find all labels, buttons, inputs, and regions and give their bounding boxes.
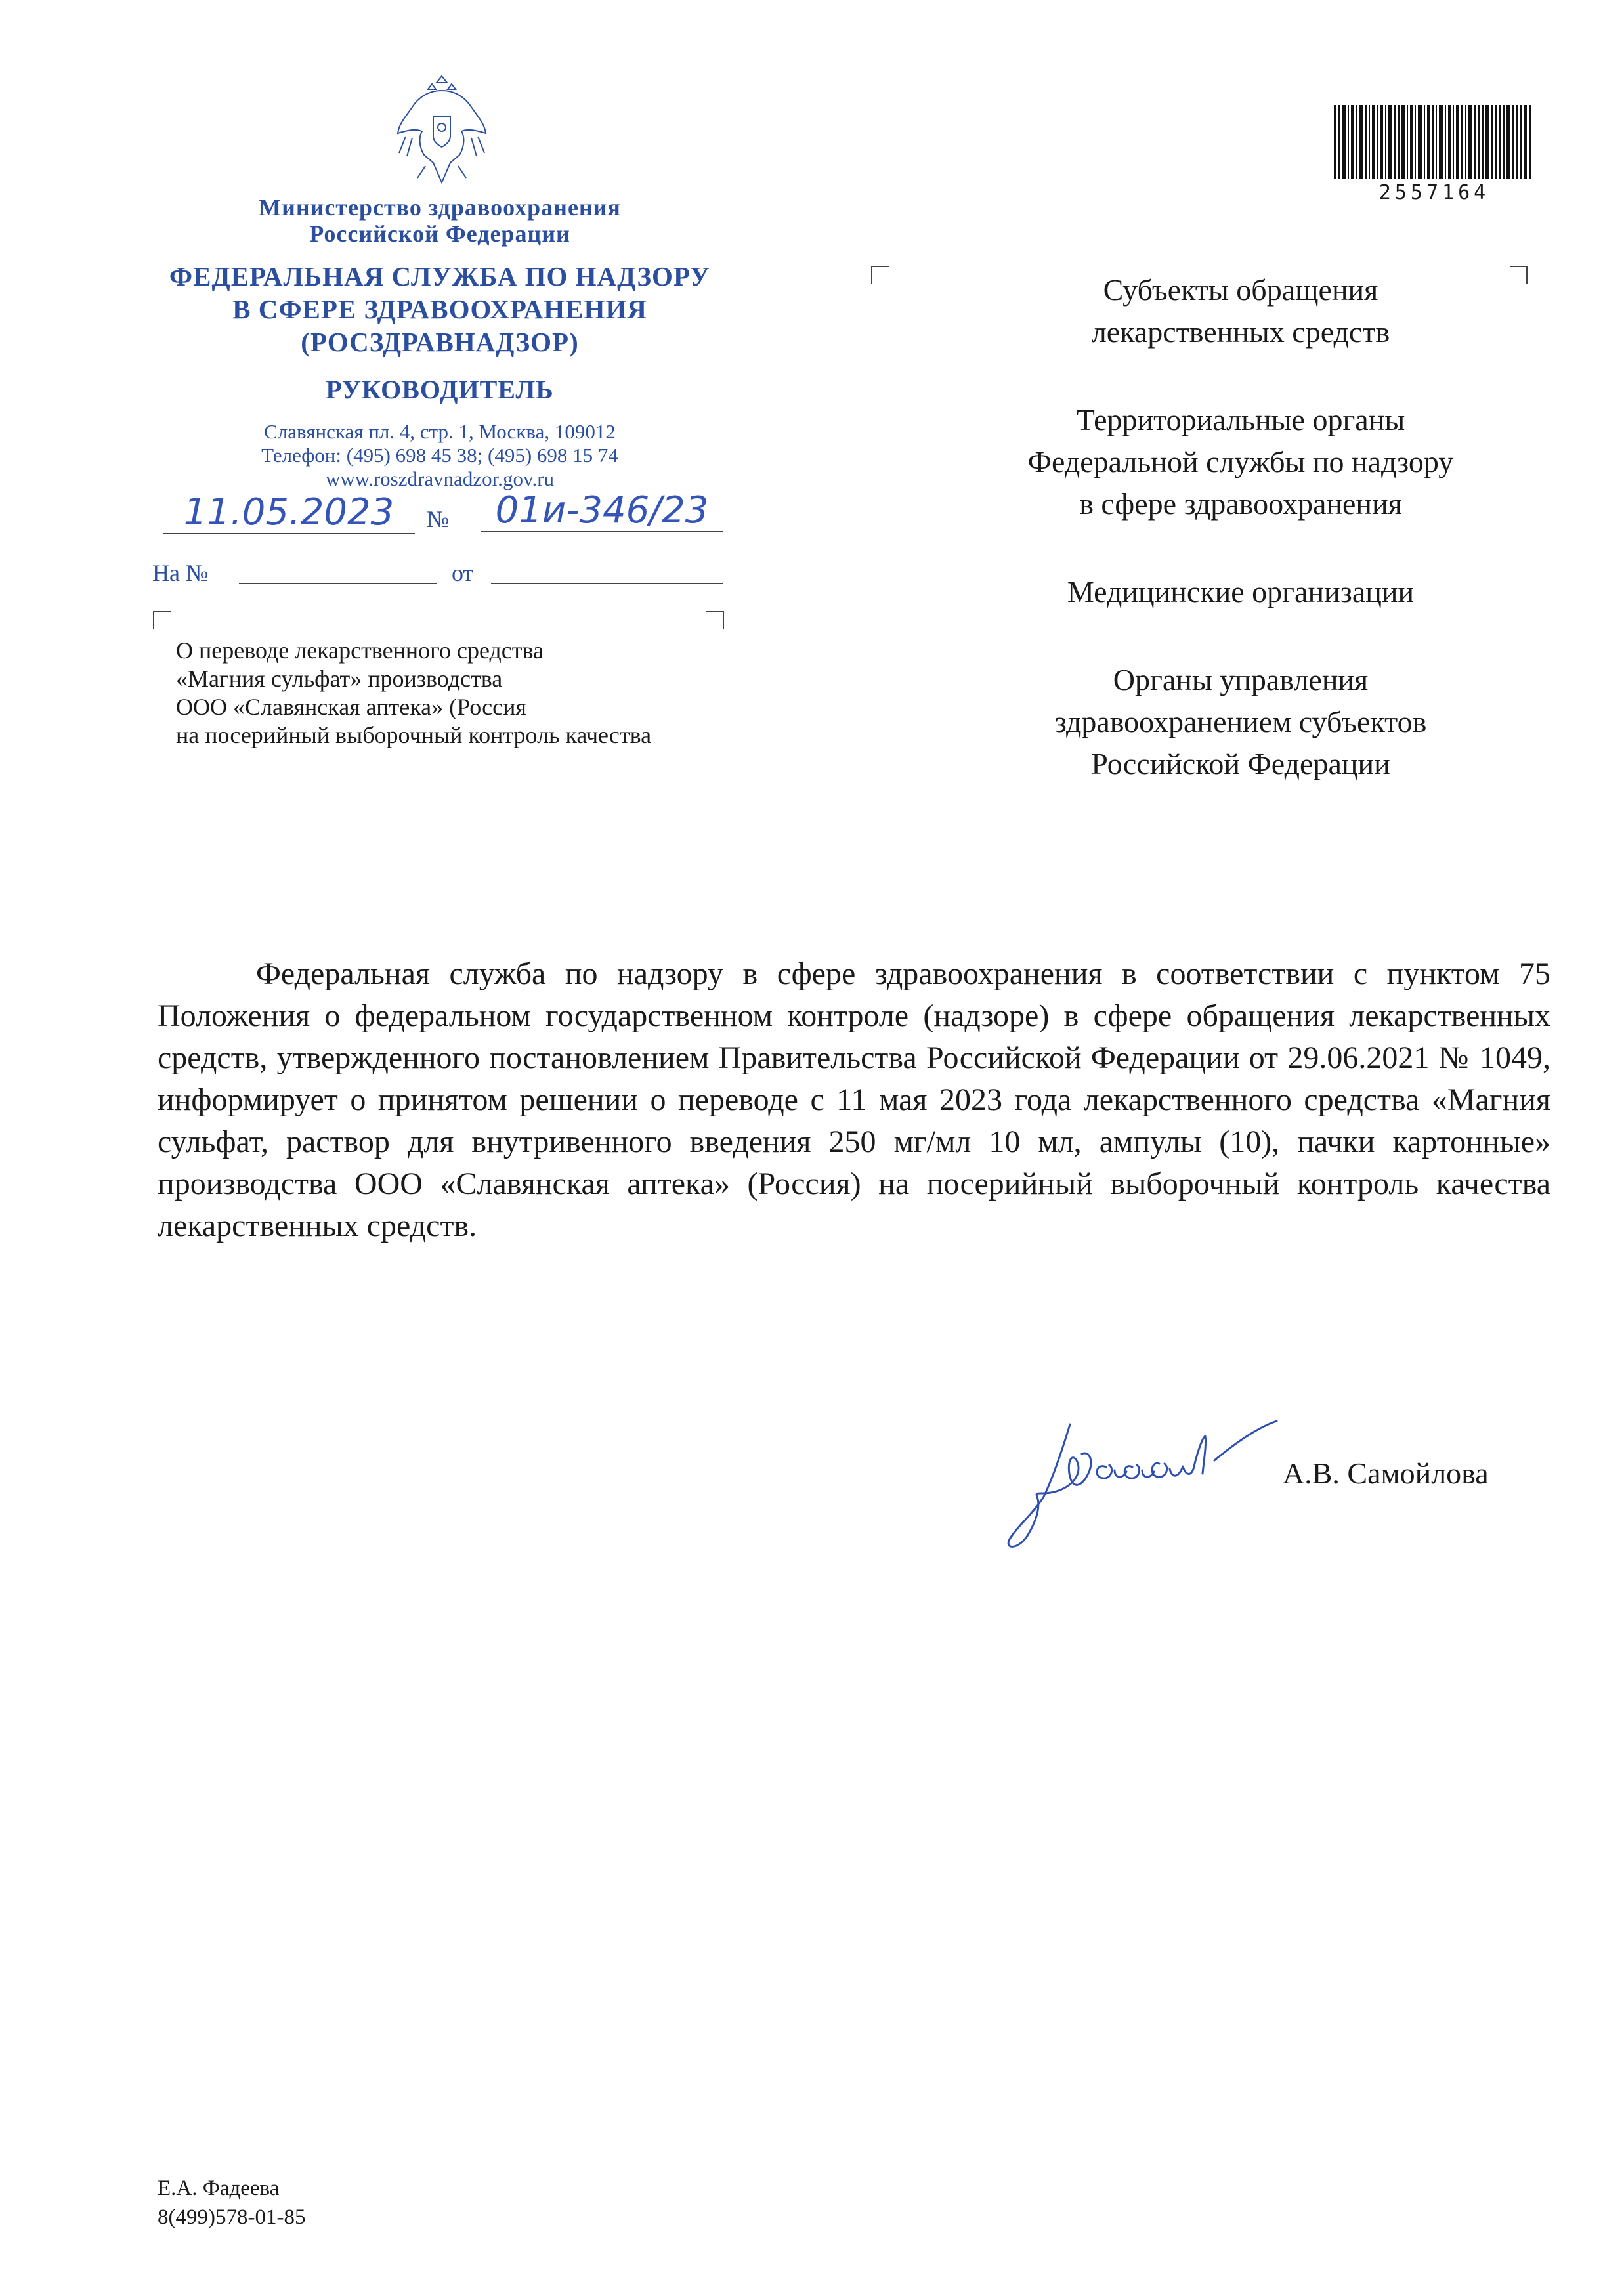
addressee-3-line-1: Медицинские организации <box>1067 575 1415 608</box>
executor-name: Е.А. Фадеева <box>158 2177 280 2200</box>
subject-line-1: О переводе лекарственного средства <box>176 637 544 664</box>
addressee-2-line-1: Территориальные органы <box>1076 403 1405 436</box>
addressee-2-line-2: Федеральной службы по надзору <box>1027 445 1454 478</box>
subject-line-4: на посерийный выборочный контроль качества <box>176 722 652 748</box>
reply-to-label: На № <box>152 560 209 586</box>
ministry-line-1: Министерство здравоохранения <box>259 194 621 221</box>
reply-to-number-line <box>239 583 437 584</box>
executor-block <box>158 2174 305 2232</box>
address: Славянская пл. 4, стр. 1, Москва, 109012 <box>264 420 616 443</box>
executor-phone: 8(499)578-01-85 <box>158 2205 306 2229</box>
barcode-number: 2557164 <box>1378 181 1490 204</box>
coat-of-arms-emblem <box>393 71 491 189</box>
addressee-1-line-1: Субъекты обращения <box>1103 273 1378 307</box>
addressee-3 <box>945 571 1536 613</box>
subject-corner-left <box>152 610 171 629</box>
addressee-4-line-3: Российской Федерации <box>1091 747 1390 780</box>
service-line-2: В СФЕРЕ ЗДРАВООХРАНЕНИЯ <box>232 294 647 324</box>
ministry-name <box>151 194 729 247</box>
service-line-1: ФЕДЕРАЛЬНАЯ СЛУЖБА ПО НАДЗОРУ <box>169 261 711 291</box>
registration-number-label: № <box>427 506 450 532</box>
addressee-4-line-1: Органы управления <box>1113 663 1369 696</box>
contact-block <box>131 420 748 491</box>
barcode <box>1334 105 1532 179</box>
letter-subject <box>176 637 819 750</box>
addressee-1-line-2: лекарственных средств <box>1091 315 1390 349</box>
registration-date: 11.05.2023 <box>163 491 415 534</box>
reply-to-date-line <box>491 583 723 584</box>
letter-body: Федеральная служба по надзору в сфере здравоохранения в соответствии с пунктом 75 Положения о федеральном государственном контроле (надзоре) в сфере обращения лекарственных средств, утвержденного постановлением Правительства Российской Федерации от 29.06.2021 № 1049, информирует о принятом решении о переводе с 11 мая 2023 года лекарственного средства «Магния сульфат, раствор для внутривенного введения 250 мг/мл 10 мл, ампулы (10), пачки картонные» производства ООО «Славянская аптека» (Россия) на посерийный выборочный контроль качества лекарственных средств. <box>158 956 1550 1243</box>
ministry-line-2: Российской Федерации <box>309 221 570 247</box>
addressee-4 <box>945 659 1536 785</box>
subject-corner-right <box>706 610 725 629</box>
addressee-2-line-3: в сфере здравоохранения <box>1079 487 1402 521</box>
addressee-corner-left <box>870 265 889 284</box>
registration-number: 01и-346/23 <box>481 489 723 532</box>
signer-name: А.В. Самойлова <box>1283 1456 1489 1490</box>
website: www.roszdravnadzor.gov.ru <box>325 467 555 490</box>
subject-line-2: «Магния сульфат» производства <box>176 666 503 692</box>
addressee-4-line-2: здравоохранением субъектов <box>1054 705 1427 738</box>
addressee-2 <box>945 399 1536 525</box>
addressees-block <box>945 269 1536 831</box>
reply-to-from-label: от <box>452 560 474 586</box>
phone: Телефон: (495) 698 45 38; (495) 698 15 74 <box>261 444 618 467</box>
head-title: РУКОВОДИТЕЛЬ <box>326 375 554 404</box>
subject-line-3: ООО «Славянская аптека» (Россия <box>176 694 526 720</box>
service-line-3: (РОСЗДРАВНАДЗОР) <box>301 327 579 357</box>
service-name <box>131 260 748 358</box>
addressee-1 <box>945 269 1536 353</box>
